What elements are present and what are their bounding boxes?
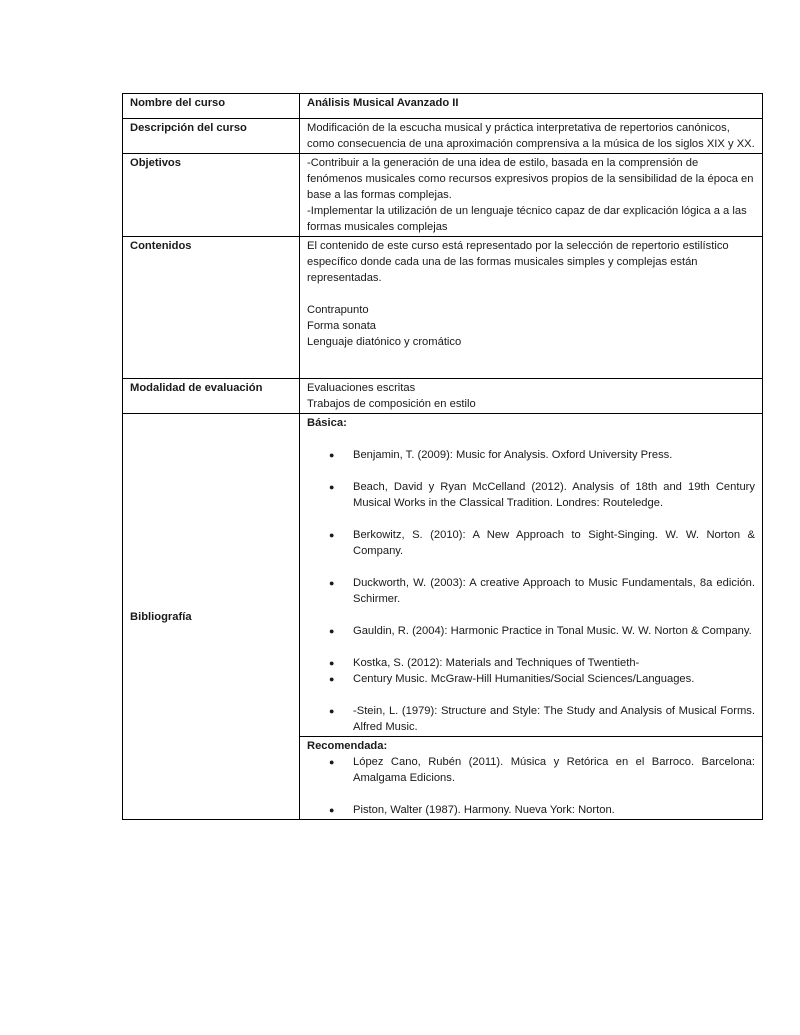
list-item: ● Duckworth, W. (2003): A creative Approach to Music Fundamentals, 8a edición. Schirmer. (329, 577, 755, 605)
bullet-icon: ● (329, 757, 335, 767)
bullet-icon: ● (329, 482, 335, 492)
course-name-label: Nombre del curso (123, 94, 300, 119)
recommended-heading: Recomendada: (307, 740, 388, 752)
evaluation-item: Evaluaciones escritas (307, 382, 416, 394)
content-item: Lenguaje diatónico y cromático (307, 336, 462, 348)
description-label: Descripción del curso (123, 119, 300, 154)
contents-label: Contenidos (123, 237, 300, 379)
bullet-icon: ● (329, 658, 335, 668)
course-table (122, 93, 763, 820)
contents-value (300, 237, 763, 379)
row-evaluation (123, 379, 763, 414)
list-item: ● Piston, Walter (1987). Harmony. Nueva York: Norton. (329, 804, 615, 816)
row-bibliography-basic (123, 414, 763, 737)
row-objectives (123, 154, 763, 237)
recommended-reference-list (307, 754, 755, 818)
bibliography-label: Bibliografía (123, 414, 300, 820)
row-description (123, 119, 763, 154)
list-item: ● López Cano, Rubén (2011). Música y Retórica en el Barroco. Barcelona: Amalgama Edicions. (329, 756, 755, 784)
bullet-icon: ● (329, 706, 335, 716)
list-item: ● Gauldin, R. (2004): Harmonic Practice in Tonal Music. W. W. Norton & Company. (329, 625, 752, 637)
description-value: Modificación de la escucha musical y práctica interpretativa de repertorios canónicos, como consecuencia de una aproximación comprensiva a la música de los siglos XIX y XX. (300, 119, 763, 154)
basic-heading: Básica: (307, 417, 347, 429)
row-course-name (123, 94, 763, 119)
bullet-icon: ● (329, 626, 335, 636)
list-item: ● Beach, David y Ryan McCelland (2012). Analysis of 18th and 19th Century Musical Works in the Classical Tradition. Londres: Routeledge. (329, 481, 755, 509)
bullet-icon: ● (329, 450, 335, 460)
bullet-icon: ● (329, 674, 335, 684)
row-contents (123, 237, 763, 379)
list-item: ● Berkowitz, S. (2010): A New Approach to Sight-Singing. W. W. Norton & Company. (329, 529, 755, 557)
bullet-icon: ● (329, 578, 335, 588)
bullet-icon: ● (329, 530, 335, 540)
bibliography-basic (300, 414, 763, 737)
list-item: ● Benjamin, T. (2009): Music for Analysis. Oxford University Press. (329, 449, 673, 461)
basic-reference-list (307, 447, 755, 735)
evaluation-label: Modalidad de evaluación (123, 379, 300, 414)
contents-intro: El contenido de este curso está representado por la selección de repertorio estilístico específico donde cada una de las formas musicales simples y complejas están representadas. (307, 240, 729, 284)
bibliography-recommended (300, 737, 763, 820)
evaluation-value (300, 379, 763, 414)
objective-item: -Implementar la utilización de un lenguaje técnico capaz de dar explicación lógica a a las formas musicales complejas (307, 205, 747, 233)
list-item: ● -Stein, L. (1979): Structure and Style: The Study and Analysis of Musical Forms. Alfred Music. (329, 705, 755, 733)
content-item: Forma sonata (307, 320, 377, 332)
list-item: ● Century Music. McGraw-Hill Humanities/Social Sciences/Languages. (329, 673, 695, 685)
objectives-label: Objetivos (123, 154, 300, 237)
bullet-icon: ● (329, 805, 335, 815)
objective-item: -Contribuir a la generación de una idea de estilo, basada en la comprensión de fenómenos musicales como recursos expresivos propios de la sensibilidad de la época en base a las formas complejas. (307, 157, 754, 201)
evaluation-item: Trabajos de composición en estilo (307, 398, 476, 410)
list-item: ● Kostka, S. (2012): Materials and Techniques of Twentieth- (329, 657, 640, 669)
objectives-value (300, 154, 763, 237)
content-item: Contrapunto (307, 304, 369, 316)
course-name-value: Análisis Musical Avanzado II (300, 94, 763, 119)
